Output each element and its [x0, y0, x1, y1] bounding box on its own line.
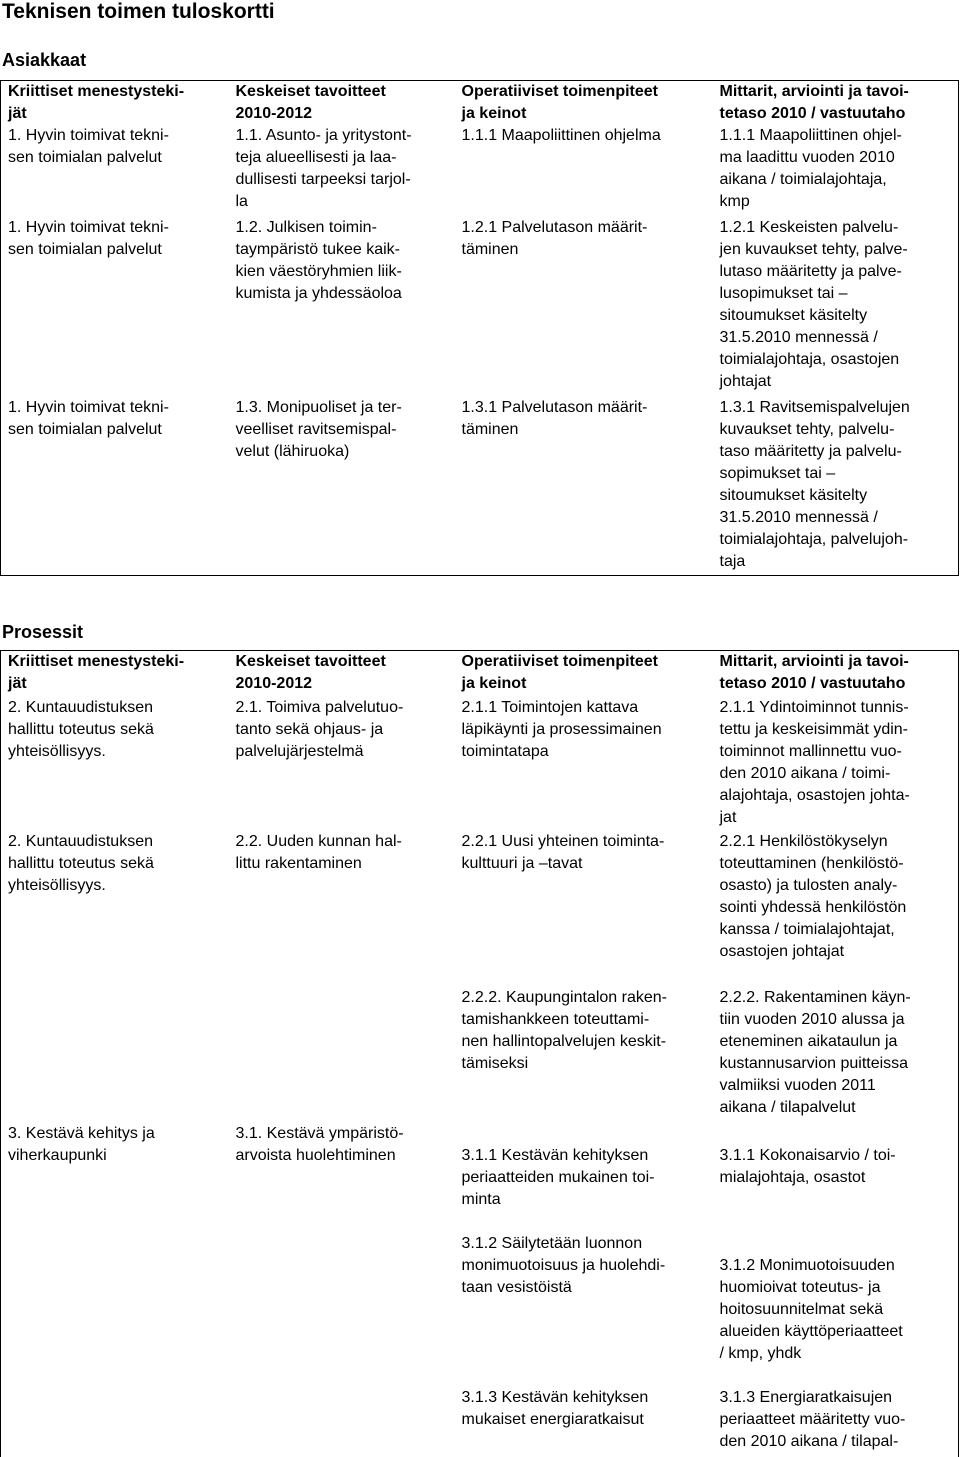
cell-operative-action: 2.1.1 Toimintojen kattava läpikäynti ja prosessimainen toimintatapa: [461, 698, 662, 760]
cell-operative-action: 1.2.1 Palvelutason määrit- täminen: [461, 219, 648, 258]
table-header-row: [1, 81, 959, 126]
header-operative-actions: Operatiiviset toimenpiteet ja keinot: [461, 83, 658, 122]
cell-key-goal: 2.1. Toimiva palvelutuo- tanto sekä ohjaus- ja palvelujärjestelmä: [235, 698, 404, 760]
cell-operative-action: [455, 1123, 713, 1387]
section-title-asiakkaat: Asiakkaat: [2, 50, 87, 70]
header-key-goals: Keskeiset tavoitteet 2010-2012: [235, 83, 386, 122]
table-row: [1, 217, 959, 397]
prosessit-table: [0, 650, 959, 1457]
metric-3-1-2: 3.1.2 Monimuotoisuuden huomioivat toteutus- ja hoitosuunnitelmat sekä alueiden käyttöperiaatteet / kmp, yhdk: [719, 1256, 903, 1362]
metric-3-1-1: 3.1.1 Kokonaisarvio / toi- mialajohtaja, osastot: [719, 1146, 896, 1186]
cell-critical-factor: [1, 1387, 229, 1457]
asiakkaat-table: [0, 80, 959, 576]
header-metrics: Mittarit, arviointi ja tavoi- tetaso 2010 / vastuutaho: [719, 653, 909, 692]
cell-operative-action: 3.1.3 Kestävän kehityksen mukaiset energiaratkaisut: [461, 1388, 649, 1428]
table-row: [1, 987, 959, 1123]
cell-metric: 1.2.1 Keskeisten palvelu- jen kuvaukset tehty, palve- lutaso määritetty ja palve- lusopimukset tai – sitoumukset käsitelty 31.5.2010 mennessä / toimialajohtaja, osastojen johtajat: [719, 219, 908, 390]
table-row: [1, 125, 959, 217]
cell-critical-factor: 2. Kuntauudistuksen hallittu toteutus sekä yhteisöllisyys.: [8, 832, 154, 894]
cell-critical-factor: 1. Hyvin toimivat tekni- sen toimialan palvelut: [8, 127, 169, 166]
cell-key-goal: 3.1. Kestävä ympäristö- arvoista huolehtiminen: [235, 1124, 404, 1164]
cell-metric: 1.1.1 Maapoliittinen ohjel- ma laadittu vuoden 2010 aikana / toimialajohtaja, kmp: [719, 127, 902, 210]
cell-operative-action: 2.2.1 Uusi yhteinen toiminta- kulttuuri ja –tavat: [461, 832, 665, 872]
cell-key-goal: 1.2. Julkisen toimin- taympäristö tukee kaik- kien väestöryhmien liik- kumista ja yhdessäoloa: [235, 219, 402, 302]
cell-critical-factor: 1. Hyvin toimivat tekni- sen toimialan palvelut: [8, 219, 169, 258]
header-key-goals: Keskeiset tavoitteet 2010-2012: [235, 653, 386, 692]
cell-key-goal: 1.1. Asunto- ja yritystont- teja alueellisesti ja laa- dullisesti tarpeeksi tarjol- la: [235, 127, 412, 210]
cell-metric: [713, 1123, 959, 1387]
cell-metric: 2.2.2. Rakentaminen käyn- tiin vuoden 2010 alussa ja eteneminen aikataulun ja kustannusarvion puitteissa valmiiksi vuoden 2011 aikana / tilapalvelut: [719, 988, 911, 1116]
cell-metric: 2.2.1 Henkilöstökyselyn toteuttaminen (henkilöstö- osasto) ja tulosten analy- sointi yhdessä henkilöstön kanssa / toimialajohtajat, osastojen johtajat: [719, 832, 907, 960]
operative-action-3-1-2: 3.1.2 Säilytetään luonnon monimuotoisuus ja huolehdi- taan vesistöistä: [461, 1234, 666, 1296]
table-row: [1, 397, 959, 575]
cell-key-goal: [229, 987, 455, 1123]
cell-key-goal: 2.2. Uuden kunnan hal- littu rakentaminen: [235, 832, 402, 872]
cell-critical-factor: 3. Kestävä kehitys ja viherkaupunki: [8, 1124, 155, 1164]
operative-action-3-1-1: 3.1.1 Kestävän kehityksen periaatteiden mukainen toi- minta: [461, 1146, 655, 1208]
cell-metric: 3.1.3 Energiaratkaisujen periaatteet määritetty vuo- den 2010 aikana / tilapal-: [719, 1388, 906, 1450]
table-header-row: [1, 651, 959, 697]
table-row: [1, 1387, 959, 1457]
page-title: Teknisen toimen tuloskortti: [2, 0, 275, 23]
header-critical-factors: Kriittiset menestysteki- jät: [8, 653, 185, 692]
cell-critical-factor: [1, 987, 229, 1123]
cell-operative-action: 1.1.1 Maapoliittinen ohjelma: [461, 127, 661, 144]
header-metrics: Mittarit, arviointi ja tavoi- tetaso 2010 / vastuutaho: [719, 83, 909, 122]
cell-critical-factor: 2. Kuntauudistuksen hallittu toteutus sekä yhteisöllisyys.: [8, 698, 154, 760]
header-operative-actions: Operatiiviset toimenpiteet ja keinot: [461, 653, 658, 692]
table-row: [1, 831, 959, 987]
cell-key-goal: 1.3. Monipuoliset ja ter- veelliset ravitsemispal- velut (lähiruoka): [235, 399, 402, 460]
cell-operative-action: 1.3.1 Palvelutason määrit- täminen: [461, 399, 648, 438]
cell-critical-factor: 1. Hyvin toimivat tekni- sen toimialan palvelut: [8, 399, 169, 438]
cell-key-goal: [229, 1387, 455, 1457]
cell-metric: 1.3.1 Ravitsemispalvelujen kuvaukset tehty, palvelu- taso määritetty ja palvelu- sopimukset tai – sitoumukset käsitelty 31.5.2010 mennessä / toimialajohtaja, palvelujoh- taja: [719, 399, 910, 570]
cell-operative-action: 2.2.2. Kaupungintalon raken- tamishankkeen toteuttami- nen hallintopalvelujen keskit- tämiseksi: [461, 988, 667, 1072]
spacer: [720, 1211, 953, 1233]
cell-metric: 2.1.1 Ydintoiminnot tunnis- tettu ja keskeisimmät ydin- toiminnot mallinnettu vuo- den 2010 aikana / toimi- alajohtaja, osastojen johta- jat: [719, 698, 910, 826]
table-row: [1, 1123, 959, 1387]
table-row: [1, 697, 959, 831]
header-critical-factors: Kriittiset menestysteki- jät: [8, 83, 185, 122]
section-title-prosessit: Prosessit: [2, 622, 84, 642]
